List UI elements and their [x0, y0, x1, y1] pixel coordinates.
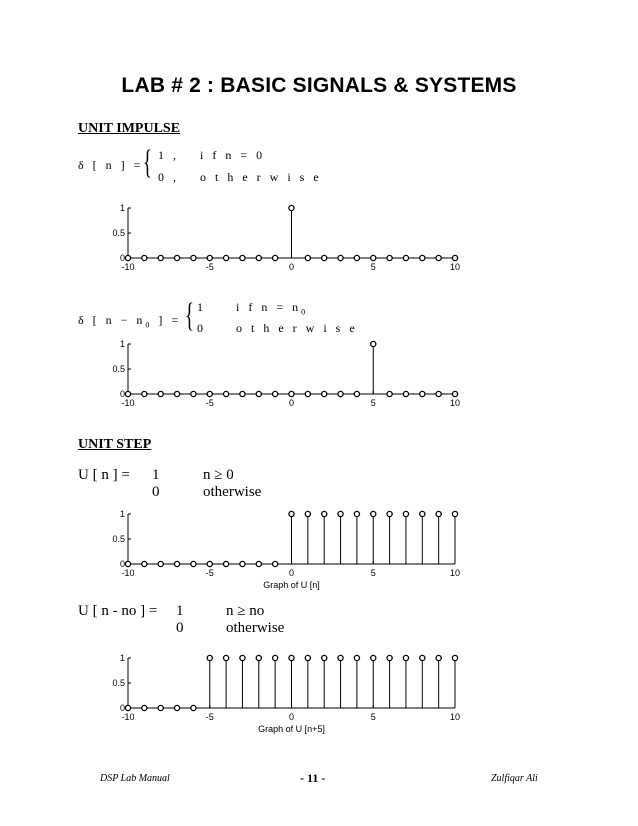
stem-marker	[207, 391, 212, 396]
shifted-impulse-case2-condition: o t h e r w i s e	[236, 321, 358, 335]
x-tick-label: -5	[205, 398, 214, 408]
shifted-step-case1-value: 1	[176, 603, 184, 619]
stem-marker	[125, 561, 130, 566]
shifted-step-lhs: U [ n - no ] =	[78, 603, 158, 619]
step-stem-plot	[0, 506, 638, 596]
unit-impulse-heading: UNIT IMPULSE	[78, 121, 181, 136]
stem-marker	[191, 391, 196, 396]
stem-marker	[191, 561, 196, 566]
stem-marker	[338, 511, 343, 516]
stem-marker	[305, 391, 310, 396]
stem-marker	[387, 391, 392, 396]
shifted-impulse-lhs-main: δ [ n − n	[78, 313, 146, 327]
x-tick-label: -10	[121, 262, 135, 272]
y-tick-label: 0	[119, 253, 125, 263]
stem-marker	[142, 561, 147, 566]
stem-marker	[436, 391, 441, 396]
stem-marker	[338, 655, 343, 660]
stem-marker	[452, 255, 457, 260]
stem-marker	[436, 655, 441, 660]
stem-marker	[305, 655, 310, 660]
x-tick-label: 5	[370, 398, 376, 408]
stem-marker	[354, 655, 359, 660]
x-tick-label: -5	[205, 712, 214, 722]
impulse-stem-plot	[0, 200, 638, 270]
x-tick-label: 0	[288, 398, 295, 408]
x-tick-label: -5	[205, 568, 214, 578]
stem-marker	[322, 391, 327, 396]
impulse-case2-condition: o t h e r w i s e	[200, 170, 322, 184]
x-tick-label: 5	[370, 262, 376, 272]
page-title: LAB # 2 : BASIC SIGNALS & SYSTEMS	[121, 74, 517, 97]
stem-marker	[224, 655, 229, 660]
stem-marker	[436, 255, 441, 260]
shifted-step-case1-condition: n ≥ no	[226, 603, 265, 619]
y-tick-label: 0.5	[112, 534, 125, 544]
page-number: - 11 -	[300, 771, 326, 785]
x-tick-label: -5	[205, 262, 214, 272]
shifted-step-stem-plot	[0, 650, 638, 740]
stem-marker	[371, 655, 376, 660]
y-tick-label: 0	[119, 389, 125, 399]
footer-right: Zulfiqar Ali	[491, 773, 538, 784]
y-tick-label: 0.5	[112, 228, 125, 238]
stem-marker	[174, 705, 179, 710]
shifted-impulse-case2-value: 0	[197, 321, 206, 335]
x-tick-label: -10	[121, 712, 135, 722]
stem-marker	[142, 705, 147, 710]
stem-marker	[354, 511, 359, 516]
y-tick-label: 0	[119, 703, 125, 713]
stem-marker	[420, 655, 425, 660]
stem-marker	[305, 511, 310, 516]
footer-left: DSP Lab Manual	[100, 773, 170, 784]
stem-marker	[403, 655, 408, 660]
stem-marker	[142, 255, 147, 260]
stem-marker	[403, 511, 408, 516]
stem-marker	[191, 255, 196, 260]
stem-marker	[174, 561, 179, 566]
stem-marker	[289, 205, 294, 210]
stem-marker	[387, 255, 392, 260]
stem-marker	[403, 255, 408, 260]
stem-marker	[224, 391, 229, 396]
stem-marker	[452, 511, 457, 516]
shifted-impulse-case1-main: i f n = n	[236, 300, 302, 314]
y-tick-label: 1	[119, 509, 125, 519]
stem-marker	[125, 705, 130, 710]
stem-marker	[354, 391, 359, 396]
shifted-impulse-lhs-sub: 0	[145, 320, 153, 330]
stem-marker	[174, 391, 179, 396]
stem-marker	[174, 255, 179, 260]
y-tick-label: 1	[119, 653, 125, 663]
stem-marker	[371, 511, 376, 516]
shifted-step-case2-condition: otherwise	[226, 620, 285, 636]
unit-step-heading: UNIT STEP	[78, 437, 152, 452]
shifted-impulse-lhs-end: ] =	[158, 313, 182, 327]
stem-marker	[240, 655, 245, 660]
x-axis-label: Graph of U [n]	[263, 580, 320, 590]
stem-marker	[142, 391, 147, 396]
y-tick-label: 1	[119, 203, 125, 213]
stem-marker	[207, 255, 212, 260]
stem-marker	[240, 561, 245, 566]
stem-marker	[436, 511, 441, 516]
x-axis-label: Graph of U [n+5]	[258, 724, 325, 734]
shifted-impulse-brace: {	[185, 297, 194, 334]
stem-marker	[420, 255, 425, 260]
y-tick-label: 0	[119, 559, 125, 569]
shifted-step-case2-value: 0	[176, 620, 184, 636]
stem-marker	[125, 391, 130, 396]
stem-marker	[273, 255, 278, 260]
y-tick-label: 0.5	[112, 364, 125, 374]
step-case1-value: 1	[152, 467, 160, 483]
step-case2-value: 0	[152, 484, 160, 500]
stem-marker	[207, 655, 212, 660]
x-tick-label: -10	[121, 568, 135, 578]
stem-marker	[289, 511, 294, 516]
stem-marker	[256, 561, 261, 566]
impulse-case1-condition: i f n = 0	[200, 148, 266, 162]
step-case2-condition: otherwise	[203, 484, 262, 500]
stem-marker	[403, 391, 408, 396]
impulse-brace: {	[143, 144, 152, 181]
stem-marker	[273, 391, 278, 396]
stem-marker	[371, 255, 376, 260]
shifted-impulse-case1-condition	[236, 300, 308, 316]
stem-marker	[256, 255, 261, 260]
stem-marker	[420, 391, 425, 396]
stem-marker	[289, 391, 294, 396]
stem-marker	[305, 255, 310, 260]
stem-marker	[338, 391, 343, 396]
impulse-lhs: δ [ n ] =	[78, 158, 144, 172]
stem-marker	[387, 511, 392, 516]
x-tick-label: 10	[449, 398, 461, 408]
shifted-impulse-stem-plot	[0, 336, 638, 406]
x-tick-label: 0	[288, 712, 295, 722]
stem-marker	[224, 255, 229, 260]
stem-marker	[240, 255, 245, 260]
stem-marker	[224, 561, 229, 566]
stem-marker	[256, 655, 261, 660]
y-tick-label: 0.5	[112, 678, 125, 688]
stem-marker	[322, 655, 327, 660]
stem-marker	[289, 655, 294, 660]
stem-marker	[158, 391, 163, 396]
x-tick-label: 5	[370, 568, 376, 578]
stem-marker	[158, 255, 163, 260]
stem-marker	[322, 511, 327, 516]
y-tick-label: 1	[119, 339, 125, 349]
shifted-impulse-case1-sub: 0	[301, 307, 309, 317]
stem-marker	[125, 255, 130, 260]
x-tick-label: -10	[121, 398, 135, 408]
stem-marker	[273, 655, 278, 660]
stem-marker	[387, 655, 392, 660]
x-tick-label: 5	[370, 712, 376, 722]
step-lhs: U [ n ] =	[78, 467, 130, 483]
stem-marker	[240, 391, 245, 396]
stem-marker	[273, 561, 278, 566]
impulse-case2-value: 0 ,	[158, 170, 179, 184]
stem-marker	[158, 705, 163, 710]
stem-marker	[354, 255, 359, 260]
x-tick-label: 0	[288, 262, 295, 272]
stem-marker	[452, 391, 457, 396]
stem-marker	[256, 391, 261, 396]
stem-marker	[158, 561, 163, 566]
stem-marker	[207, 561, 212, 566]
shifted-impulse-case1-value: 1	[197, 300, 206, 314]
stem-marker	[420, 511, 425, 516]
x-tick-label: 0	[288, 568, 295, 578]
impulse-case1-value: 1 ,	[158, 148, 179, 162]
stem-marker	[338, 255, 343, 260]
x-tick-label: 10	[449, 568, 461, 578]
stem-marker	[452, 655, 457, 660]
stem-marker	[371, 341, 376, 346]
x-tick-label: 10	[449, 712, 461, 722]
stem-marker	[191, 705, 196, 710]
step-case1-condition: n ≥ 0	[203, 467, 234, 483]
shifted-impulse-lhs	[78, 313, 181, 329]
stem-marker	[322, 255, 327, 260]
x-tick-label: 10	[449, 262, 461, 272]
